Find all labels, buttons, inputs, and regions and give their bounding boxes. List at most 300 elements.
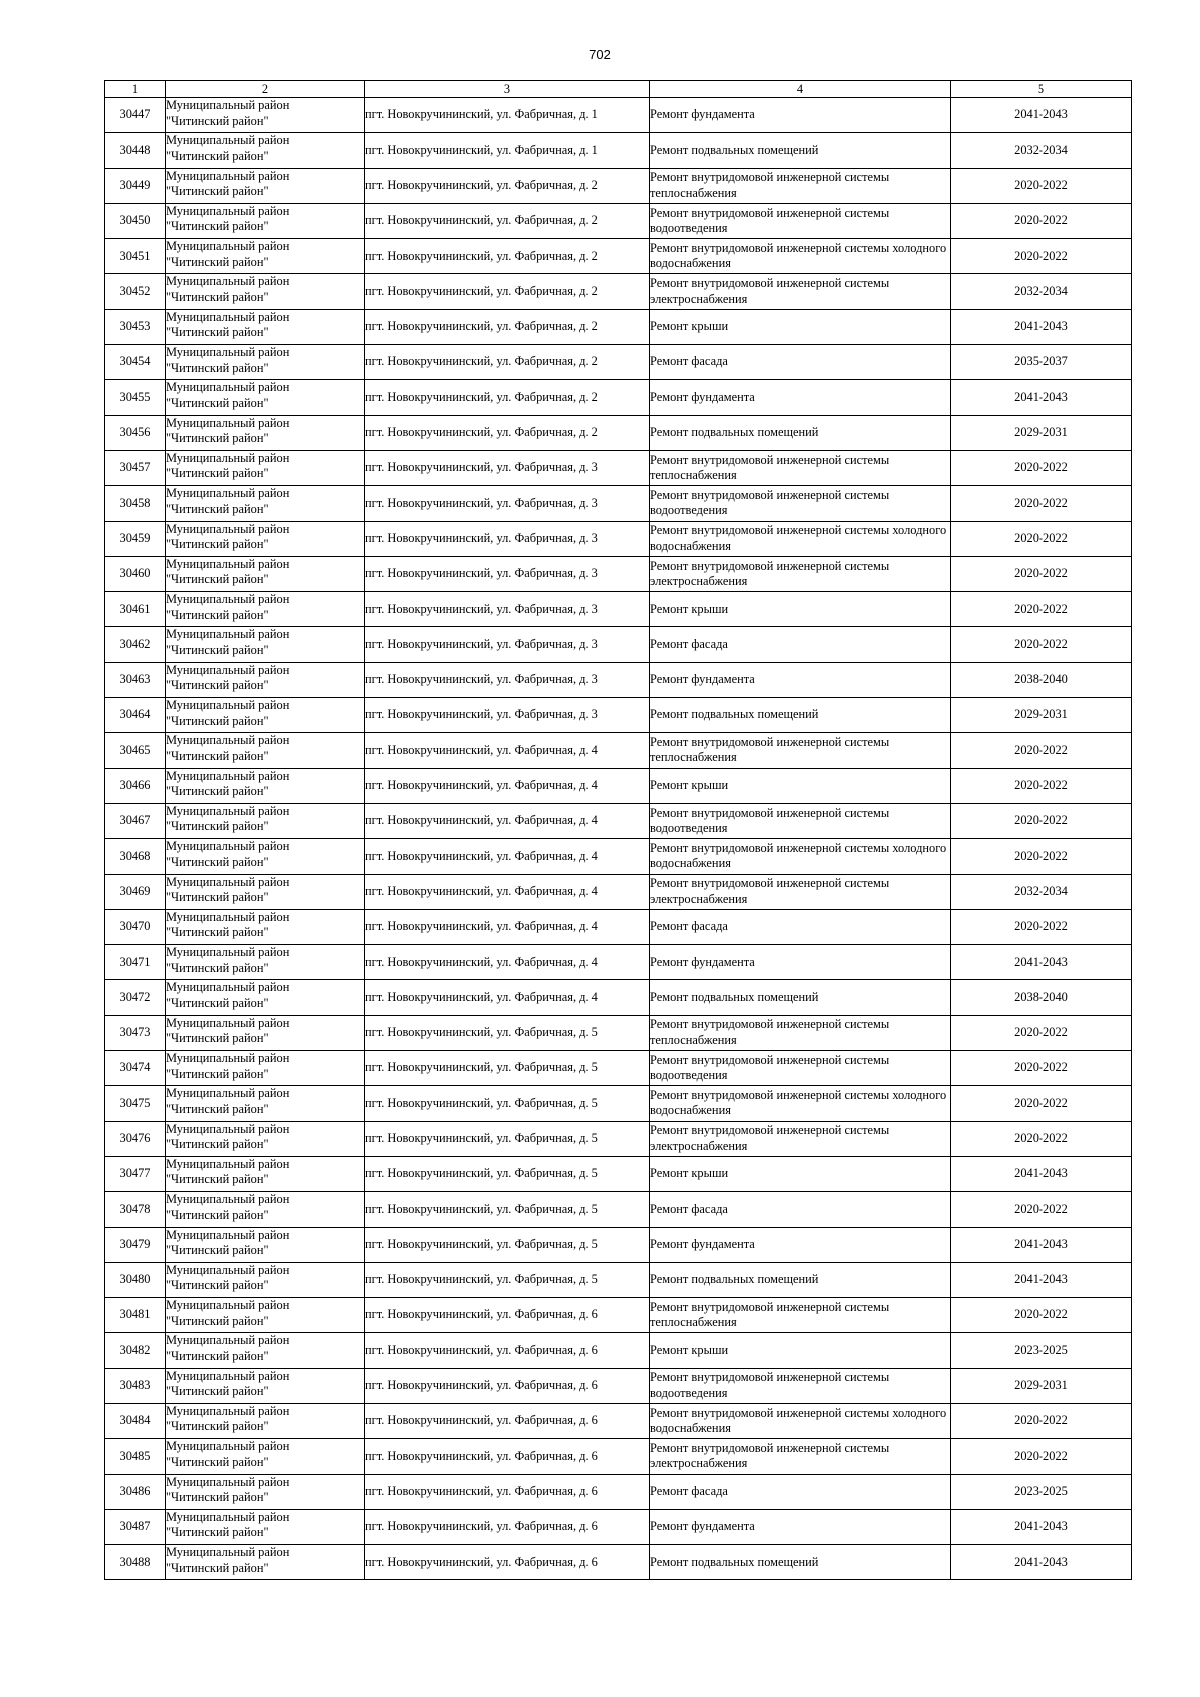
row-number: 30464 <box>105 698 166 733</box>
municipality-cell <box>166 450 365 485</box>
work-type-cell: Ремонт подвальных помещений <box>650 980 951 1015</box>
table-row <box>105 662 1132 697</box>
municipality-cell <box>166 592 365 627</box>
years-cell: 2041-2043 <box>951 1156 1132 1191</box>
years-cell: 2041-2043 <box>951 309 1132 344</box>
years-cell: 2020-2022 <box>951 1403 1132 1438</box>
municipality-line-1: Муниципальный район <box>166 345 290 360</box>
row-number: 30448 <box>105 133 166 168</box>
municipality-cell <box>166 309 365 344</box>
municipality-line-2: "Читинский район" <box>166 572 269 587</box>
address-cell: пгт. Новокручининский, ул. Фабричная, д. 2 <box>365 274 650 309</box>
table-row <box>105 1368 1132 1403</box>
table-row <box>105 98 1132 133</box>
address-cell: пгт. Новокручининский, ул. Фабричная, д. 2 <box>365 239 650 274</box>
municipality-cell <box>166 1403 365 1438</box>
table-row <box>105 450 1132 485</box>
work-type-cell: Ремонт внутридомовой инженерной системы водоотведения <box>650 1368 951 1403</box>
years-cell: 2020-2022 <box>951 486 1132 521</box>
municipality-line-1: Муниципальный район <box>166 627 290 642</box>
row-number: 30486 <box>105 1474 166 1509</box>
work-type-cell: Ремонт подвальных помещений <box>650 415 951 450</box>
address-cell: пгт. Новокручининский, ул. Фабричная, д. 5 <box>365 1015 650 1050</box>
table-row <box>105 133 1132 168</box>
column-header-2: 2 <box>166 81 365 98</box>
row-number: 30481 <box>105 1298 166 1333</box>
municipality-line-2: "Читинский район" <box>166 395 269 410</box>
municipality-line-2: "Читинский район" <box>166 713 269 728</box>
row-number: 30450 <box>105 203 166 238</box>
municipality-cell <box>166 733 365 768</box>
municipality-cell <box>166 945 365 980</box>
municipality-line-1: Муниципальный район <box>166 698 290 713</box>
address-cell: пгт. Новокручининский, ул. Фабричная, д. 3 <box>365 486 650 521</box>
years-cell: 2041-2043 <box>951 1262 1132 1297</box>
municipality-cell <box>166 1368 365 1403</box>
work-type-cell: Ремонт крыши <box>650 768 951 803</box>
municipality-line-2: "Читинский район" <box>166 678 269 693</box>
table-row <box>105 945 1132 980</box>
municipality-line-1: Муниципальный район <box>166 945 290 960</box>
address-cell: пгт. Новокручининский, ул. Фабричная, д. 3 <box>365 521 650 556</box>
row-number: 30459 <box>105 521 166 556</box>
municipality-cell <box>166 133 365 168</box>
years-cell: 2020-2022 <box>951 1298 1132 1333</box>
municipality-line-2: "Читинский район" <box>166 1384 269 1399</box>
work-type-cell: Ремонт фасада <box>650 345 951 380</box>
municipality-line-2: "Читинский район" <box>166 1066 269 1081</box>
work-type-cell: Ремонт фасада <box>650 1192 951 1227</box>
address-cell: пгт. Новокручининский, ул. Фабричная, д. 4 <box>365 803 650 838</box>
row-number: 30487 <box>105 1509 166 1544</box>
table-row <box>105 1333 1132 1368</box>
column-header-4: 4 <box>650 81 951 98</box>
address-cell: пгт. Новокручининский, ул. Фабричная, д. 4 <box>365 768 650 803</box>
municipality-line-2: "Читинский район" <box>166 360 269 375</box>
address-cell: пгт. Новокручининский, ул. Фабричная, д. 3 <box>365 556 650 591</box>
years-cell: 2032-2034 <box>951 274 1132 309</box>
municipality-line-2: "Читинский район" <box>166 890 269 905</box>
municipality-line-2: "Читинский район" <box>166 1278 269 1293</box>
years-cell: 2020-2022 <box>951 521 1132 556</box>
municipality-line-2: "Читинский район" <box>166 784 269 799</box>
municipality-cell <box>166 909 365 944</box>
years-cell: 2020-2022 <box>951 168 1132 203</box>
table-row <box>105 627 1132 662</box>
municipality-line-1: Муниципальный район <box>166 203 290 218</box>
municipality-line-1: Муниципальный район <box>166 521 290 536</box>
table-row <box>105 203 1132 238</box>
municipality-line-1: Муниципальный район <box>166 274 290 289</box>
row-number: 30460 <box>105 556 166 591</box>
work-type-cell: Ремонт фасада <box>650 1474 951 1509</box>
years-cell: 2020-2022 <box>951 803 1132 838</box>
years-cell: 2020-2022 <box>951 203 1132 238</box>
work-type-cell: Ремонт фундамента <box>650 1227 951 1262</box>
municipality-line-1: Муниципальный район <box>166 168 290 183</box>
municipality-line-1: Муниципальный район <box>166 733 290 748</box>
municipality-line-2: "Читинский район" <box>166 325 269 340</box>
municipality-cell <box>166 1509 365 1544</box>
municipality-cell <box>166 1086 365 1121</box>
work-type-cell: Ремонт фасада <box>650 909 951 944</box>
address-cell: пгт. Новокручининский, ул. Фабричная, д. 3 <box>365 592 650 627</box>
row-number: 30478 <box>105 1192 166 1227</box>
years-cell: 2020-2022 <box>951 1192 1132 1227</box>
work-type-cell: Ремонт подвальных помещений <box>650 1545 951 1580</box>
municipality-cell <box>166 1051 365 1086</box>
row-number: 30473 <box>105 1015 166 1050</box>
years-cell: 2020-2022 <box>951 1439 1132 1474</box>
row-number: 30476 <box>105 1121 166 1156</box>
municipality-cell <box>166 803 365 838</box>
municipality-line-2: "Читинский район" <box>166 819 269 834</box>
address-cell: пгт. Новокручининский, ул. Фабричная, д. 6 <box>365 1439 650 1474</box>
municipality-cell <box>166 239 365 274</box>
work-type-cell: Ремонт подвальных помещений <box>650 1262 951 1297</box>
address-cell: пгт. Новокручининский, ул. Фабричная, д. 6 <box>365 1545 650 1580</box>
work-type-cell: Ремонт внутридомовой инженерной системы теплоснабжения <box>650 450 951 485</box>
municipality-line-1: Муниципальный район <box>166 662 290 677</box>
municipality-cell <box>166 98 365 133</box>
municipality-line-1: Муниципальный район <box>166 450 290 465</box>
row-number: 30474 <box>105 1051 166 1086</box>
municipality-cell <box>166 203 365 238</box>
address-cell: пгт. Новокручининский, ул. Фабричная, д. 4 <box>365 733 650 768</box>
municipality-line-2: "Читинский район" <box>166 854 269 869</box>
municipality-line-2: "Читинский район" <box>166 1419 269 1434</box>
table-row <box>105 1262 1132 1297</box>
work-type-cell: Ремонт внутридомовой инженерной системы холодного водоснабжения <box>650 1086 951 1121</box>
row-number: 30451 <box>105 239 166 274</box>
table-row <box>105 1086 1132 1121</box>
header-row <box>105 81 1132 98</box>
years-cell: 2020-2022 <box>951 556 1132 591</box>
table-body <box>105 98 1132 1580</box>
municipality-cell <box>166 1227 365 1262</box>
municipality-cell <box>166 415 365 450</box>
municipality-line-2: "Читинский район" <box>166 1348 269 1363</box>
address-cell: пгт. Новокручининский, ул. Фабричная, д. 2 <box>365 380 650 415</box>
row-number: 30479 <box>105 1227 166 1262</box>
municipality-cell <box>166 380 365 415</box>
municipality-line-2: "Читинский район" <box>166 466 269 481</box>
municipality-line-2: "Читинский район" <box>166 113 269 128</box>
years-cell: 2020-2022 <box>951 839 1132 874</box>
work-type-cell: Ремонт внутридомовой инженерной системы теплоснабжения <box>650 168 951 203</box>
municipality-line-2: "Читинский район" <box>166 184 269 199</box>
municipality-line-2: "Читинский район" <box>166 1137 269 1152</box>
municipality-line-1: Муниципальный район <box>166 98 290 112</box>
work-type-cell: Ремонт фундамента <box>650 1509 951 1544</box>
work-type-cell: Ремонт внутридомовой инженерной системы холодного водоснабжения <box>650 839 951 874</box>
municipality-line-2: "Читинский район" <box>166 1172 269 1187</box>
municipality-line-2: "Читинский район" <box>166 960 269 975</box>
years-cell: 2020-2022 <box>951 627 1132 662</box>
municipality-line-1: Муниципальный район <box>166 1192 290 1207</box>
municipality-line-2: "Читинский район" <box>166 1101 269 1116</box>
table-row <box>105 1051 1132 1086</box>
municipality-line-2: "Читинский район" <box>166 642 269 657</box>
years-cell: 2041-2043 <box>951 380 1132 415</box>
table-row <box>105 1298 1132 1333</box>
municipality-line-2: "Читинский район" <box>166 925 269 940</box>
municipality-cell <box>166 486 365 521</box>
table-row <box>105 1403 1132 1438</box>
municipality-line-2: "Читинский район" <box>166 1313 269 1328</box>
municipality-cell <box>166 627 365 662</box>
years-cell: 2029-2031 <box>951 415 1132 450</box>
municipality-line-1: Муниципальный район <box>166 1121 290 1136</box>
row-number: 30470 <box>105 909 166 944</box>
municipality-line-1: Муниципальный район <box>166 1403 290 1418</box>
municipality-line-2: "Читинский район" <box>166 148 269 163</box>
municipality-cell <box>166 874 365 909</box>
work-type-cell: Ремонт внутридомовой инженерной системы электроснабжения <box>650 1439 951 1474</box>
row-number: 30475 <box>105 1086 166 1121</box>
municipality-cell <box>166 1156 365 1191</box>
table-row <box>105 980 1132 1015</box>
years-cell: 2041-2043 <box>951 1545 1132 1580</box>
row-number: 30488 <box>105 1545 166 1580</box>
work-type-cell: Ремонт внутридомовой инженерной системы электроснабжения <box>650 274 951 309</box>
municipality-cell <box>166 1439 365 1474</box>
address-cell: пгт. Новокручининский, ул. Фабричная, д. 6 <box>365 1403 650 1438</box>
municipality-cell <box>166 1262 365 1297</box>
row-number: 30454 <box>105 345 166 380</box>
address-cell: пгт. Новокручининский, ул. Фабричная, д. 6 <box>365 1368 650 1403</box>
municipality-line-1: Муниципальный район <box>166 1474 290 1489</box>
municipality-line-2: "Читинский район" <box>166 537 269 552</box>
row-number: 30456 <box>105 415 166 450</box>
page-number: 702 <box>589 47 611 62</box>
municipality-cell <box>166 168 365 203</box>
municipality-line-2: "Читинский район" <box>166 1560 269 1575</box>
municipality-cell <box>166 662 365 697</box>
work-type-cell: Ремонт внутридомовой инженерной системы водоотведения <box>650 203 951 238</box>
table-row <box>105 1156 1132 1191</box>
municipality-line-2: "Читинский район" <box>166 501 269 516</box>
table-row <box>105 274 1132 309</box>
table-row <box>105 380 1132 415</box>
municipality-line-2: "Читинский район" <box>166 1243 269 1257</box>
table-row <box>105 415 1132 450</box>
table-row <box>105 1015 1132 1050</box>
address-cell: пгт. Новокручининский, ул. Фабричная, д. 2 <box>365 203 650 238</box>
row-number: 30466 <box>105 768 166 803</box>
municipality-line-1: Муниципальный район <box>166 909 290 924</box>
address-cell: пгт. Новокручининский, ул. Фабричная, д. 5 <box>365 1051 650 1086</box>
work-type-cell: Ремонт внутридомовой инженерной системы холодного водоснабжения <box>650 521 951 556</box>
address-cell: пгт. Новокручининский, ул. Фабричная, д. 2 <box>365 309 650 344</box>
table-row <box>105 909 1132 944</box>
municipality-line-1: Муниципальный район <box>166 839 290 854</box>
municipality-cell <box>166 980 365 1015</box>
municipality-line-1: Муниципальный район <box>166 592 290 607</box>
municipality-line-1: Муниципальный район <box>166 486 290 501</box>
work-type-cell: Ремонт внутридомовой инженерной системы теплоснабжения <box>650 1298 951 1333</box>
years-cell: 2032-2034 <box>951 874 1132 909</box>
municipality-line-1: Муниципальный район <box>166 1262 290 1277</box>
address-cell: пгт. Новокручининский, ул. Фабричная, д. 6 <box>365 1333 650 1368</box>
table-row <box>105 839 1132 874</box>
years-cell: 2020-2022 <box>951 733 1132 768</box>
row-number: 30447 <box>105 98 166 133</box>
years-cell: 2020-2022 <box>951 450 1132 485</box>
table-row <box>105 1192 1132 1227</box>
work-type-cell: Ремонт фундамента <box>650 98 951 133</box>
work-type-cell: Ремонт фундамента <box>650 945 951 980</box>
address-cell: пгт. Новокручининский, ул. Фабричная, д. 4 <box>365 909 650 944</box>
work-type-cell: Ремонт фасада <box>650 627 951 662</box>
years-cell: 2020-2022 <box>951 1086 1132 1121</box>
work-type-cell: Ремонт крыши <box>650 1333 951 1368</box>
address-cell: пгт. Новокручининский, ул. Фабричная, д. 3 <box>365 662 650 697</box>
address-cell: пгт. Новокручининский, ул. Фабричная, д. 6 <box>365 1474 650 1509</box>
column-header-1: 1 <box>105 81 166 98</box>
table-row <box>105 768 1132 803</box>
years-cell: 2023-2025 <box>951 1474 1132 1509</box>
municipality-line-1: Муниципальный район <box>166 380 290 395</box>
row-number: 30449 <box>105 168 166 203</box>
years-cell: 2020-2022 <box>951 1015 1132 1050</box>
repair-schedule-table <box>104 80 1132 1580</box>
work-type-cell: Ремонт внутридомовой инженерной системы теплоснабжения <box>650 733 951 768</box>
row-number: 30480 <box>105 1262 166 1297</box>
years-cell: 2020-2022 <box>951 1051 1132 1086</box>
municipality-line-2: "Читинский район" <box>166 289 269 304</box>
address-cell: пгт. Новокручининский, ул. Фабричная, д. 4 <box>365 874 650 909</box>
address-cell: пгт. Новокручининский, ул. Фабричная, д. 1 <box>365 133 650 168</box>
municipality-line-2: "Читинский район" <box>166 254 269 269</box>
municipality-line-1: Муниципальный район <box>166 1086 290 1101</box>
municipality-cell <box>166 1333 365 1368</box>
table-row <box>105 486 1132 521</box>
municipality-cell <box>166 768 365 803</box>
municipality-line-1: Муниципальный район <box>166 309 290 324</box>
table-row <box>105 1439 1132 1474</box>
table-row <box>105 1227 1132 1262</box>
row-number: 30483 <box>105 1368 166 1403</box>
years-cell: 2020-2022 <box>951 592 1132 627</box>
municipality-cell <box>166 1015 365 1050</box>
row-number: 30461 <box>105 592 166 627</box>
years-cell: 2020-2022 <box>951 239 1132 274</box>
years-cell: 2020-2022 <box>951 909 1132 944</box>
row-number: 30477 <box>105 1156 166 1191</box>
table-row <box>105 1121 1132 1156</box>
table-row <box>105 309 1132 344</box>
row-number: 30463 <box>105 662 166 697</box>
years-cell: 2035-2037 <box>951 345 1132 380</box>
municipality-line-1: Муниципальный район <box>166 1439 290 1454</box>
row-number: 30484 <box>105 1403 166 1438</box>
address-cell: пгт. Новокручининский, ул. Фабричная, д. 5 <box>365 1156 650 1191</box>
work-type-cell: Ремонт подвальных помещений <box>650 698 951 733</box>
municipality-line-1: Муниципальный район <box>166 874 290 889</box>
table-row <box>105 1474 1132 1509</box>
years-cell: 2029-2031 <box>951 1368 1132 1403</box>
row-number: 30472 <box>105 980 166 1015</box>
municipality-cell <box>166 556 365 591</box>
row-number: 30467 <box>105 803 166 838</box>
years-cell: 2038-2040 <box>951 662 1132 697</box>
municipality-line-1: Муниципальный район <box>166 1298 290 1313</box>
municipality-cell <box>166 345 365 380</box>
address-cell: пгт. Новокручининский, ул. Фабричная, д. 2 <box>365 168 650 203</box>
table-header <box>105 81 1132 98</box>
municipality-cell <box>166 274 365 309</box>
years-cell: 2032-2034 <box>951 133 1132 168</box>
municipality-line-1: Муниципальный район <box>166 768 290 783</box>
years-cell: 2038-2040 <box>951 980 1132 1015</box>
address-cell: пгт. Новокручининский, ул. Фабричная, д. 2 <box>365 415 650 450</box>
address-cell: пгт. Новокручининский, ул. Фабричная, д. 4 <box>365 980 650 1015</box>
municipality-line-1: Муниципальный район <box>166 1368 290 1383</box>
table-row <box>105 733 1132 768</box>
municipality-line-2: "Читинский район" <box>166 607 269 622</box>
work-type-cell: Ремонт внутридомовой инженерной системы электроснабжения <box>650 1121 951 1156</box>
row-number: 30469 <box>105 874 166 909</box>
table-row <box>105 874 1132 909</box>
column-header-3: 3 <box>365 81 650 98</box>
row-number: 30452 <box>105 274 166 309</box>
work-type-cell: Ремонт подвальных помещений <box>650 133 951 168</box>
row-number: 30457 <box>105 450 166 485</box>
address-cell: пгт. Новокручининский, ул. Фабричная, д. 3 <box>365 450 650 485</box>
municipality-cell <box>166 1121 365 1156</box>
years-cell: 2020-2022 <box>951 1121 1132 1156</box>
work-type-cell: Ремонт внутридомовой инженерной системы электроснабжения <box>650 556 951 591</box>
years-cell: 2041-2043 <box>951 98 1132 133</box>
work-type-cell: Ремонт крыши <box>650 1156 951 1191</box>
work-type-cell: Ремонт крыши <box>650 592 951 627</box>
municipality-cell <box>166 1474 365 1509</box>
years-cell: 2041-2043 <box>951 1509 1132 1544</box>
row-number: 30462 <box>105 627 166 662</box>
work-type-cell: Ремонт внутридомовой инженерной системы холодного водоснабжения <box>650 239 951 274</box>
work-type-cell: Ремонт фундамента <box>650 380 951 415</box>
address-cell: пгт. Новокручининский, ул. Фабричная, д. 2 <box>365 345 650 380</box>
municipality-line-2: "Читинский район" <box>166 1490 269 1505</box>
row-number: 30468 <box>105 839 166 874</box>
row-number: 30471 <box>105 945 166 980</box>
row-number: 30485 <box>105 1439 166 1474</box>
row-number: 30458 <box>105 486 166 521</box>
municipality-cell <box>166 1192 365 1227</box>
row-number: 30455 <box>105 380 166 415</box>
municipality-line-1: Муниципальный район <box>166 1227 290 1242</box>
column-header-5: 5 <box>951 81 1132 98</box>
table-row <box>105 803 1132 838</box>
table-row <box>105 1509 1132 1544</box>
municipality-line-1: Муниципальный район <box>166 415 290 430</box>
municipality-cell <box>166 698 365 733</box>
municipality-line-2: "Читинский район" <box>166 995 269 1010</box>
municipality-line-2: "Читинский район" <box>166 219 269 234</box>
municipality-cell <box>166 1298 365 1333</box>
municipality-line-1: Муниципальный район <box>166 803 290 818</box>
table-row <box>105 521 1132 556</box>
work-type-cell: Ремонт фундамента <box>650 662 951 697</box>
table-row <box>105 1545 1132 1580</box>
work-type-cell: Ремонт внутридомовой инженерной системы электроснабжения <box>650 874 951 909</box>
address-cell: пгт. Новокручининский, ул. Фабричная, д. 5 <box>365 1262 650 1297</box>
address-cell: пгт. Новокручининский, ул. Фабричная, д. 5 <box>365 1227 650 1262</box>
years-cell: 2041-2043 <box>951 945 1132 980</box>
table-row <box>105 556 1132 591</box>
municipality-cell <box>166 839 365 874</box>
